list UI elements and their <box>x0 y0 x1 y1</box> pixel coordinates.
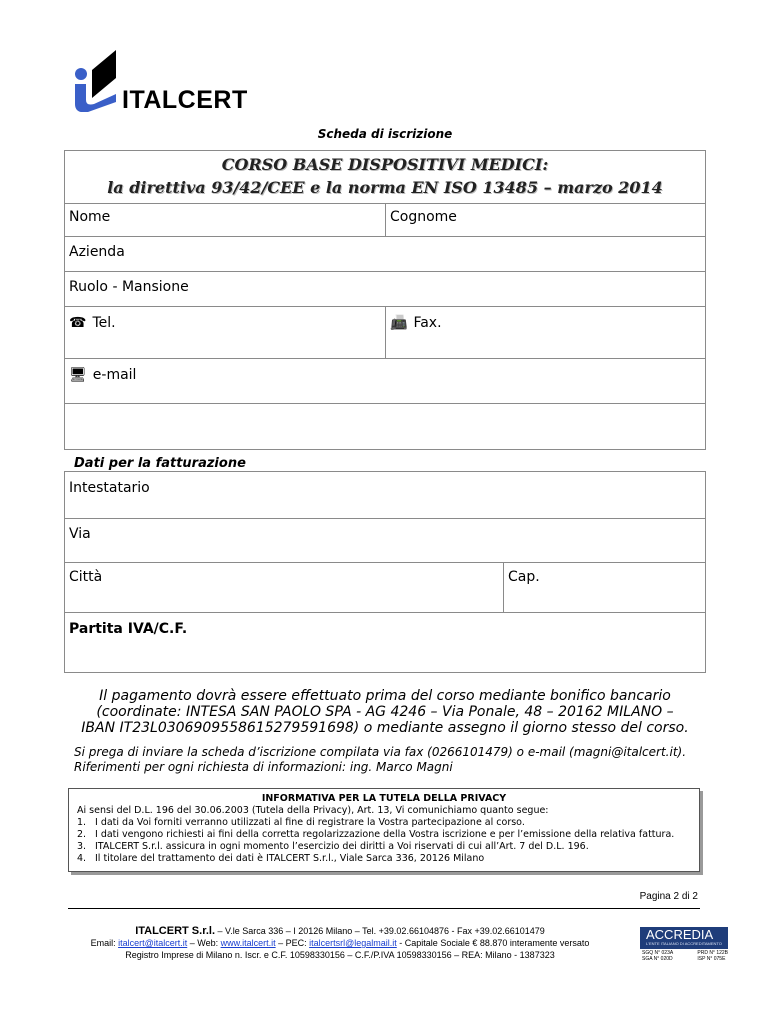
accredia-logo: ACCREDIA L'ENTE ITALIANO DI ACCREDITAMENTO <box>640 927 728 949</box>
privacy-item: 1. I dati da Voi forniti verranno utilizzati al fine di registrare la Vostra partecipazione al corso. <box>77 817 525 828</box>
cognome-field[interactable]: Cognome <box>390 209 457 225</box>
fax-field[interactable] <box>386 315 705 331</box>
privacy-item: 3. ITALCERT S.r.l. assicura in ogni momento l’esercizio dei diritti a Voi riservati di cui all’Art. 7 del D.L. 196. <box>77 841 589 852</box>
course-title-line2: la direttiva 93/42/CEE e la norma EN ISO 13485 – marzo 2014 <box>107 178 663 197</box>
privacy-intro: Ai sensi del D.L. 196 del 30.06.2003 (Tutela della Privacy), Art. 13, Vi comunichiamo quanto segue: <box>77 805 549 816</box>
course-title-line1: CORSO BASE DISPOSITIVI MEDICI: <box>221 155 549 174</box>
accredia-tagline: L'ENTE ITALIANO DI ACCREDITAMENTO <box>646 941 722 946</box>
footer-line-2: Email: italcert@italcert.it – Web: www.italcert.it – PEC: italcertsrl@legalmail.it - Capitale Sociale € 88.870 interamente versato <box>90 938 590 948</box>
telephone-icon: ☎ <box>69 315 87 331</box>
footer-line-1: ITALCERT S.r.l. – V.le Sarca 336 – I 20126 Milano – Tel. +39.02.66104876 - Fax +39.02.66101479 <box>135 925 545 937</box>
fax-label: Fax. <box>413 315 442 331</box>
billing-table <box>64 471 706 673</box>
privacy-title: INFORMATIVA PER LA TUTELA DELLA PRIVACY <box>261 793 507 804</box>
page-number: Pagina 2 di 2 <box>639 891 698 902</box>
form-title: Scheda di iscrizione <box>317 127 453 141</box>
italcert-logo-mark <box>72 44 120 112</box>
intestatario-field[interactable]: Intestatario <box>69 480 150 496</box>
email-field[interactable] <box>65 367 705 383</box>
company-logo-text: ITALCERT <box>122 86 248 114</box>
privacy-notice <box>68 788 700 872</box>
footer-company: ITALCERT S.r.l. <box>135 925 216 937</box>
accredia-codes: SGQ N° 023A SGA N° 020D PRD N° 122B ISP N° 075E <box>642 950 728 962</box>
send-note-line-1: Si prega di inviare la scheda d’iscrizione compilata via fax (0266101479) o e-mail (magni@italcert.it). <box>74 745 687 759</box>
email-label: e-mail <box>92 367 137 383</box>
payment-line-2: (coordinate: INTESA SAN PAOLO SPA - AG 4246 – Via Ponale, 48 – 20162 MILANO – <box>96 704 674 720</box>
registration-table <box>64 150 706 450</box>
privacy-item: 4. Il titolare del trattamento dei dati è ITALCERT S.r.l., Viale Sarca 336, 20126 Milano <box>77 853 485 864</box>
via-field[interactable]: Via <box>69 526 91 542</box>
tel-label: Tel. <box>92 315 116 331</box>
billing-section-label: Dati per la fatturazione <box>74 456 246 471</box>
nome-field[interactable]: Nome <box>69 209 111 225</box>
send-note-line-2: Riferimenti per ogni richiesta di informazioni: ing. Marco Magni <box>74 760 453 774</box>
ruolo-field[interactable]: Ruolo - Mansione <box>69 279 189 295</box>
tel-field[interactable] <box>65 315 385 331</box>
footer-pec-link[interactable]: italcertsrl@legalmail.it <box>309 938 397 948</box>
footer-web-link[interactable]: www.italcert.it <box>220 938 276 948</box>
footer-email-link[interactable]: italcert@italcert.it <box>118 938 188 948</box>
payment-line-3: IBAN IT23L0306909558615279591698) o mediante assegno il giorno stesso del corso. <box>81 720 689 736</box>
computer-icon: 🖥 <box>69 367 87 383</box>
citta-field[interactable]: Città <box>69 569 103 585</box>
blank-field[interactable] <box>65 404 705 449</box>
partita-iva-field[interactable]: Partita IVA/C.F. <box>69 621 188 637</box>
footer-divider <box>68 908 700 909</box>
fax-icon: 📠 <box>390 315 408 331</box>
azienda-field[interactable]: Azienda <box>69 244 125 260</box>
privacy-item: 2. I dati vengono richiesti ai fini della corretta regolarizzazione della Vostra iscrizione e per l’emissione della relativa fattura. <box>77 829 675 840</box>
cap-field[interactable]: Cap. <box>508 569 540 585</box>
payment-line-1: Il pagamento dovrà essere effettuato prima del corso mediante bonifico bancario <box>99 688 671 704</box>
footer-line-3: Registro Imprese di Milano n. Iscr. e C.F. 10598330156 – C.F./P.IVA 10598330156 – REA: Milano - 1387323 <box>125 950 555 960</box>
